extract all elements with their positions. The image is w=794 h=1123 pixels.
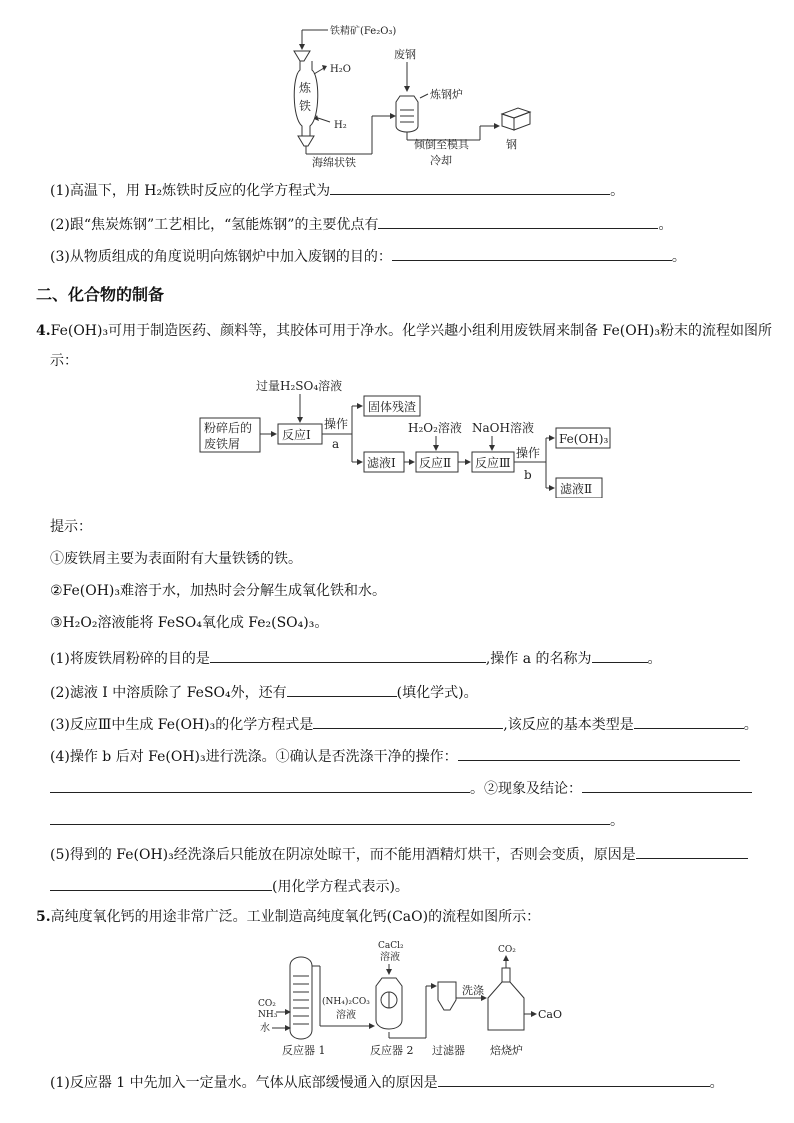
operation-b-label: 操作 — [516, 446, 541, 460]
q3-part2-end: 。 — [658, 217, 673, 233]
hint-3: ③H₂O₂溶液能将 FeSO₄氧化成 Fe₂(SO₄)₃。 — [50, 615, 329, 631]
q4-part4 — [50, 746, 740, 766]
furnace-label-char2: 铁 — [299, 99, 312, 113]
cacl2-label: CaCl₂ — [378, 941, 404, 951]
q5-intro-text: 高纯度氧化钙的用途非常广泛。工业制造高纯度氧化钙(CaO)的流程如图所示： — [50, 909, 541, 925]
q4-part5 — [50, 844, 748, 864]
q3-part2-text: (2)跟“焦炭炼钢”工艺相比，“氢能炼钢”的主要优点有 — [50, 217, 379, 233]
q4-intro-line1 — [36, 322, 772, 340]
solid-residue: 固体残渣 — [368, 400, 417, 414]
q5-part1-end: 。 — [709, 1075, 724, 1091]
q5-part1-text: (1)反应器 1 中先加入一定量水。气体从底部缓慢通入的原因是 — [50, 1075, 438, 1091]
reaction-1: 反应Ⅰ — [282, 428, 311, 442]
ore-label: 铁精矿(Fe₂O₃) — [330, 26, 397, 37]
filter-label: 过滤器 — [432, 1044, 465, 1057]
q4-part2-text2: (填化学式)。 — [396, 685, 478, 701]
q4-part3 — [50, 714, 758, 734]
q4-part4-end: 。 — [610, 813, 624, 829]
reagent-h2o2: H₂O₂溶液 — [408, 421, 462, 435]
q4-part5-cont — [50, 876, 409, 896]
q4-part3-equation-blank[interactable] — [313, 714, 503, 729]
steel-label: 钢 — [506, 138, 517, 151]
q5-part1 — [50, 1072, 724, 1092]
q3-part1 — [50, 180, 624, 200]
ammonium-solution: 溶液 — [336, 1010, 356, 1021]
q4-intro-line2: 示： — [50, 353, 78, 369]
start-material-line1: 粉碎后的 — [204, 421, 253, 435]
sponge-iron-label: 海绵状铁 — [312, 156, 356, 168]
operation-a-label: 操作 — [324, 417, 349, 431]
q3-part2 — [50, 214, 672, 234]
q4-part4-cont — [50, 778, 752, 798]
q5-part1-blank[interactable] — [438, 1072, 710, 1087]
q4-part4-conclusion-blank[interactable] — [582, 778, 752, 793]
scrap-steel-label: 废钢 — [394, 48, 416, 61]
q3-part1-text: (1)高温下，用 H₂炼铁时反应的化学方程式为 — [50, 183, 331, 199]
reaction-3: 反应Ⅲ — [475, 456, 511, 470]
cao-product: CaO — [538, 1008, 562, 1021]
q3-part3-answer-blank[interactable] — [392, 246, 672, 261]
kiln-label: 焙烧炉 — [490, 1044, 523, 1057]
reagent-naoh: NaOH溶液 — [472, 421, 534, 435]
q3-part3 — [50, 246, 686, 266]
q4-part2 — [50, 682, 478, 702]
q3-part2-answer-blank[interactable] — [378, 214, 658, 229]
section-heading: 二、化合物的制备 — [36, 285, 165, 304]
q4-part2-text: (2)滤液 I 中溶质除了 FeSO₄外，还有 — [50, 685, 287, 701]
ammonium-carbonate: (NH₄)₂CO₃ — [322, 997, 370, 1007]
q4-part4-text2: 。②现象及结论： — [470, 781, 582, 797]
cool-label: 冷却 — [430, 154, 452, 167]
co2-out: CO₂ — [498, 945, 516, 955]
co2-in: CO₂ — [258, 999, 276, 1009]
ironmaking-flow-diagram — [290, 18, 550, 168]
q4-part1-text: (1)将废铁屑粉碎的目的是 — [50, 651, 210, 667]
q4-part4-text: (4)操作 b 后对 Fe(OH)₃进行洗涤。①确认是否洗涤干净的操作： — [50, 749, 458, 765]
q4-part3-text2: ,该反应的基本类型是 — [503, 717, 634, 733]
q4-part4-operation-blank-cont[interactable] — [50, 778, 470, 793]
hydrogen-label: H₂ — [334, 120, 347, 131]
reagent-h2so4: 过量H₂SO₄溶液 — [256, 379, 343, 393]
start-material-line2: 废铁屑 — [204, 437, 241, 451]
hint-title: 提示： — [50, 519, 92, 535]
q3-part3-end: 。 — [671, 249, 686, 265]
q4-part5-blank-cont[interactable] — [50, 876, 272, 891]
operation-a-letter: a — [332, 437, 340, 451]
q4-part4-operation-blank[interactable] — [458, 746, 740, 761]
reactor-2-label: 反应器 2 — [370, 1044, 414, 1057]
q3-part3-text: (3)从物质组成的角度说明向炼钢炉中加入废钢的目的： — [50, 249, 392, 265]
q3-part1-answer-blank[interactable] — [330, 180, 610, 195]
q4-number: 4. — [36, 323, 51, 339]
filtrate-1: 滤液Ⅰ — [367, 456, 396, 470]
wash-label: 洗涤 — [462, 984, 484, 997]
hint-1: ①废铁屑主要为表面附有大量铁锈的铁。 — [50, 551, 302, 567]
fe-oh3-flow-diagram — [196, 378, 616, 498]
q4-part3-type-blank[interactable] — [634, 714, 744, 729]
furnace-label-char1: 炼 — [299, 81, 312, 95]
q4-part5-blank[interactable] — [636, 844, 748, 859]
q4-part1-text2: ,操作 a 的名称为 — [485, 651, 592, 667]
q4-part1-end: 。 — [647, 651, 662, 667]
filtrate-2: 滤液Ⅱ — [560, 482, 593, 496]
q4-part1-operation-blank[interactable] — [592, 648, 648, 663]
cacl2-solution: 溶液 — [380, 952, 400, 963]
cao-flow-diagram — [256, 938, 566, 1058]
q4-part5-text: (5)得到的 Fe(OH)₃经洗涤后只能放在阴凉处晾干，而不能用酒精灯烘干，否则会变质，原因是 — [50, 847, 636, 863]
hint-2: ②Fe(OH)₃难溶于水，加热时会分解生成氧化铁和水。 — [50, 583, 387, 599]
q4-part1-purpose-blank[interactable] — [210, 648, 486, 663]
q4-intro-text: Fe(OH)₃可用于制造医药、颜料等，其胶体可用于净水。化学兴趣小组利用废铁屑来制备 Fe(OH)₃粉末的流程如图所 — [50, 323, 772, 339]
steel-furnace-label: 炼钢炉 — [430, 88, 463, 101]
q4-part1 — [50, 648, 662, 668]
q3-part1-end: 。 — [610, 183, 625, 199]
operation-b-letter: b — [524, 468, 532, 482]
water-label: H₂O — [330, 64, 351, 75]
q4-part4-conclusion-blank-cont[interactable] — [50, 810, 610, 825]
q5-number: 5. — [36, 909, 51, 925]
q4-part2-blank[interactable] — [287, 682, 397, 697]
nh3-in: NH₃ — [258, 1010, 278, 1020]
water-in: 水 — [260, 1023, 270, 1034]
product-feoh3: Fe(OH)₃ — [559, 432, 609, 446]
pour-label: 倾倒至模具 — [414, 138, 469, 151]
q4-part4-cont2 — [50, 810, 624, 830]
reaction-2: 反应Ⅱ — [419, 456, 452, 470]
q4-part3-text: (3)反应Ⅲ中生成 Fe(OH)₃的化学方程式是 — [50, 717, 314, 733]
reactor-1-label: 反应器 1 — [282, 1044, 326, 1057]
q4-part5-text2: (用化学方程式表示)。 — [272, 879, 409, 895]
q4-part3-end: 。 — [743, 717, 758, 733]
q5-intro — [36, 908, 540, 926]
